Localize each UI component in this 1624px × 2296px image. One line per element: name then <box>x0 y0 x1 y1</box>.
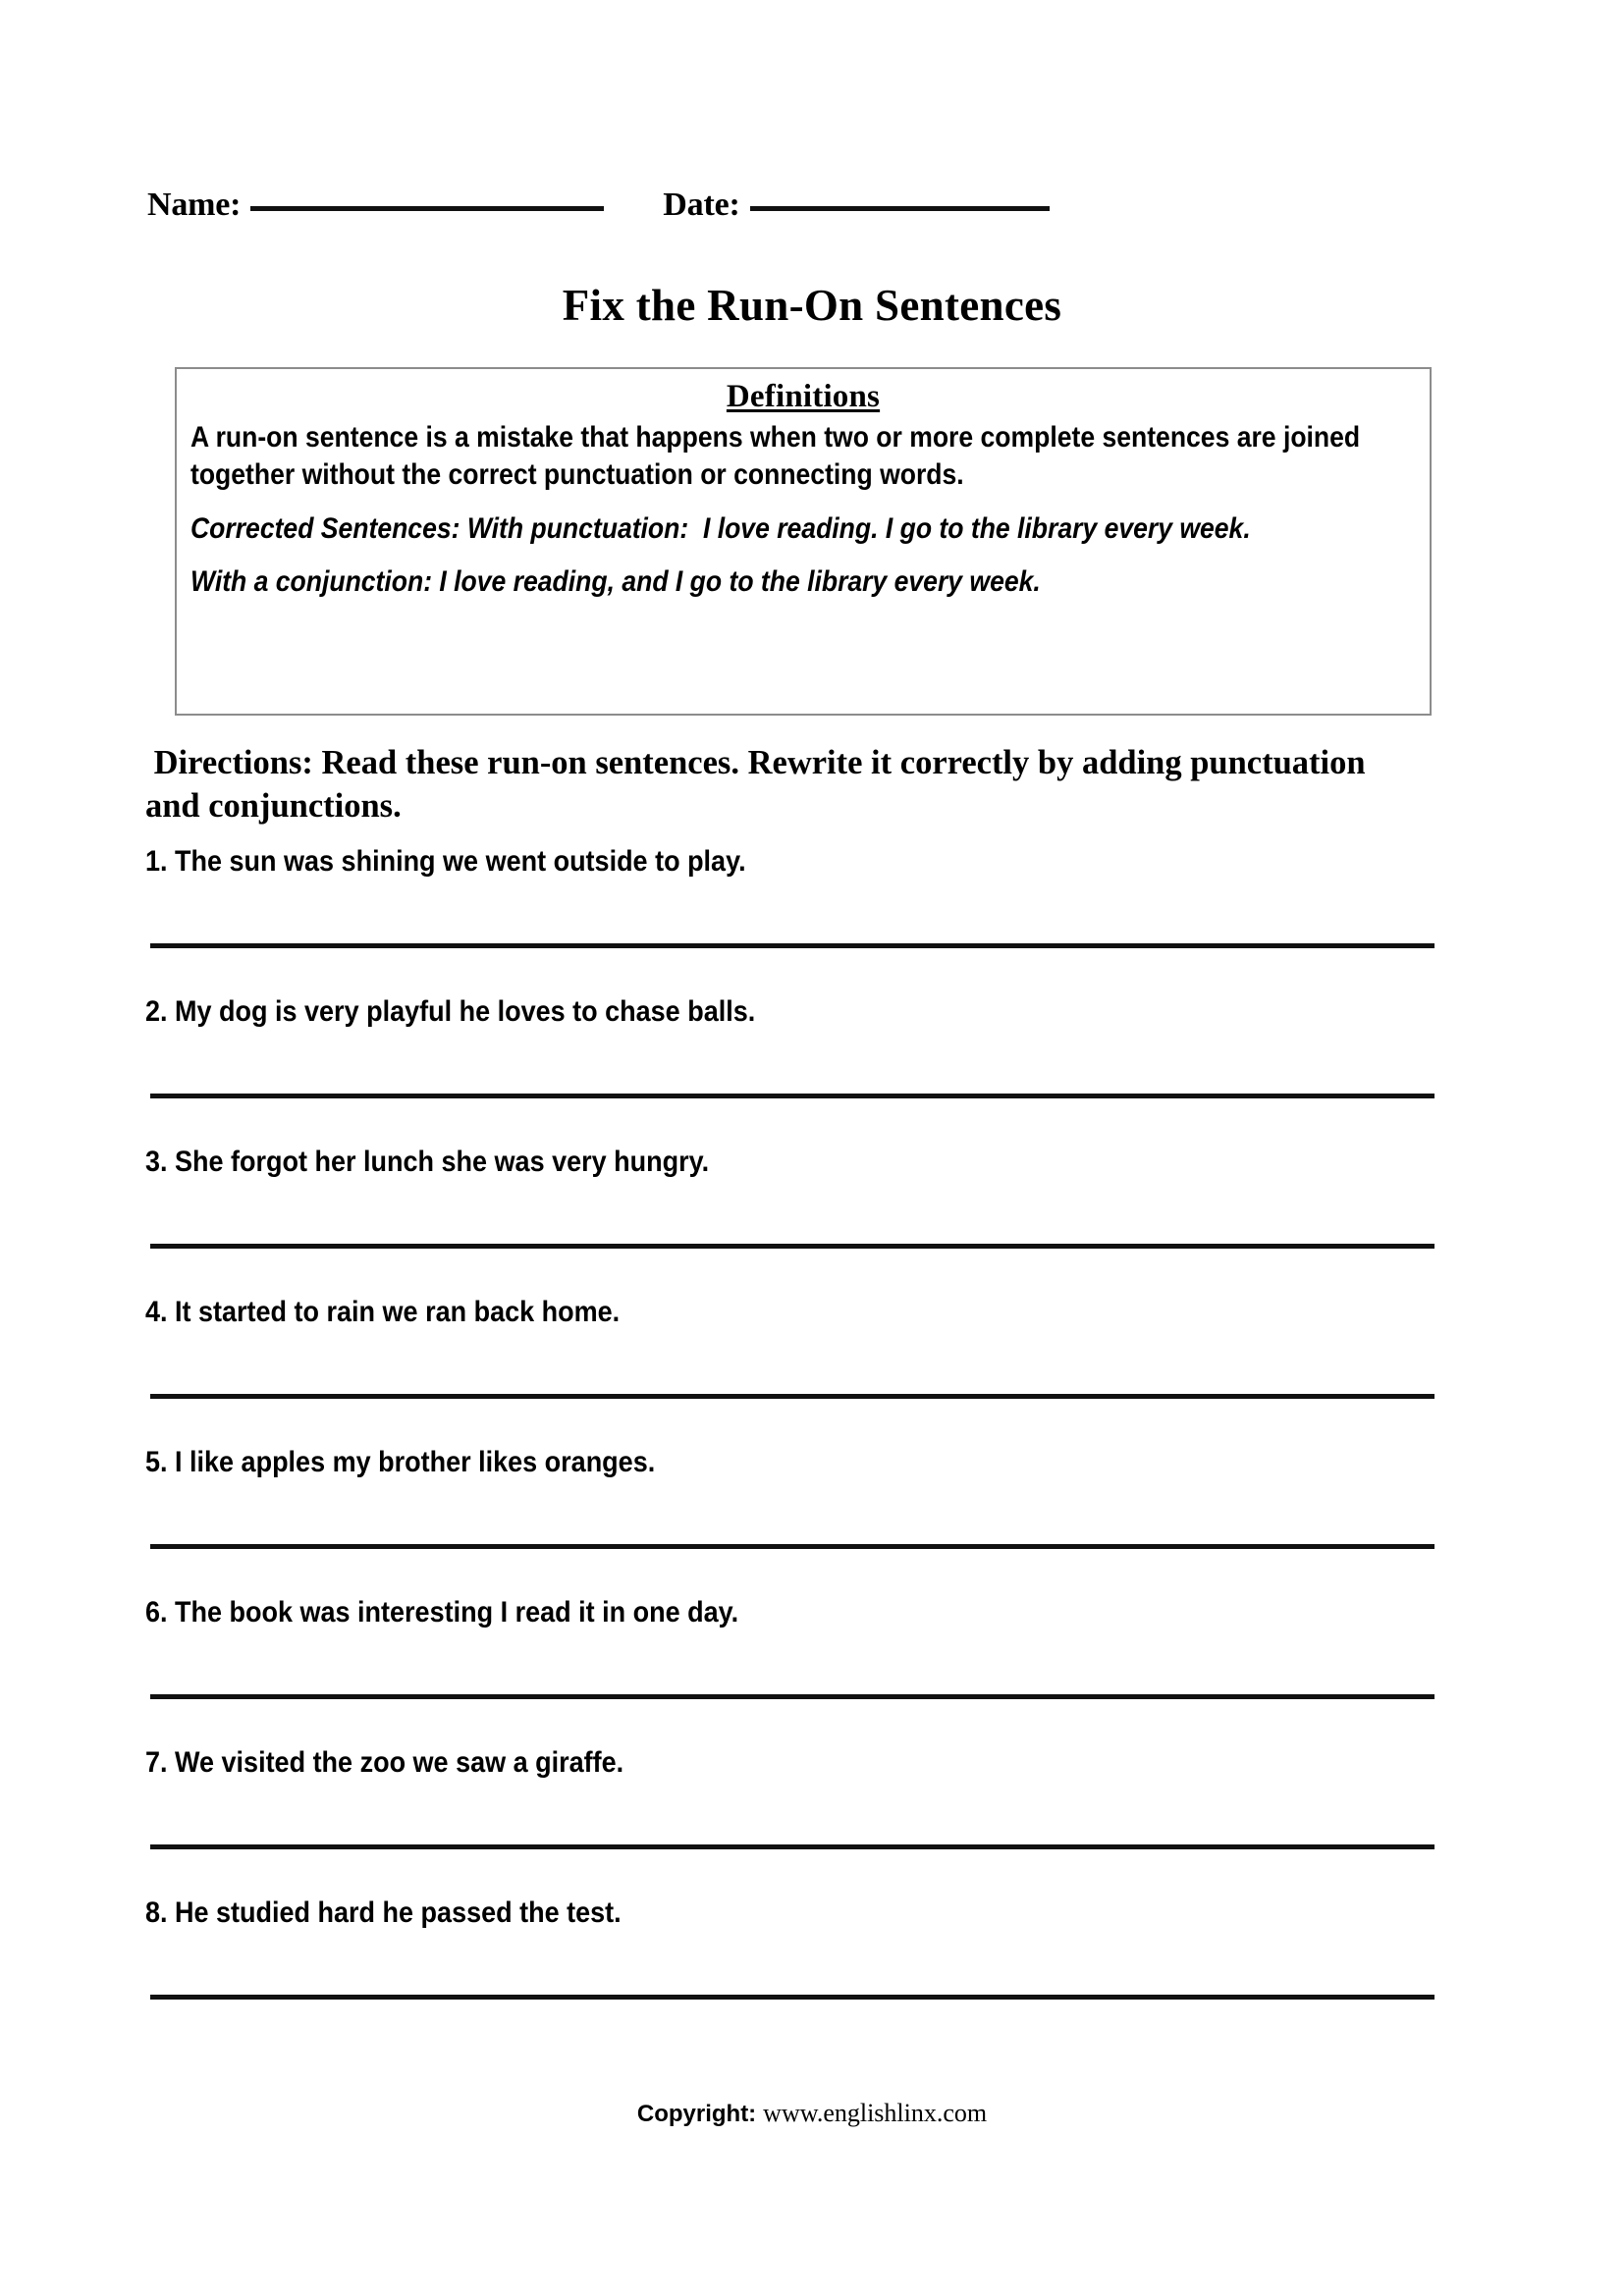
definitions-heading: Definitions <box>726 379 881 414</box>
page-title: Fix the Run-On Sentences <box>562 281 1062 330</box>
definition-paragraph-1: A run-on sentence is a mistake that happens when two or more complete sentences are joined together without the correct punctuation or connecting words. <box>190 421 1368 491</box>
answer-write-line[interactable] <box>150 943 1435 948</box>
question-item <box>145 1145 1436 1295</box>
name-date-row <box>147 187 1424 232</box>
date-write-line[interactable] <box>750 206 1050 211</box>
date-label: Date: <box>663 187 740 223</box>
question-text: 8. He studied hard he passed the test. <box>145 1896 622 1929</box>
question-item <box>145 994 1436 1145</box>
answer-write-line[interactable] <box>150 1844 1435 1849</box>
question-text: 3. She forgot her lunch she was very hungry. <box>145 1146 710 1178</box>
directions-text: Directions: Read these run-on sentences. Rewrite it correctly by adding punctuation and conjunctions. <box>145 744 1375 826</box>
name-label: Name: <box>147 187 242 223</box>
answer-write-line[interactable] <box>150 1694 1435 1699</box>
question-text: 4. It started to rain we ran back home. <box>145 1296 621 1328</box>
question-item <box>145 1595 1436 1745</box>
definition-paragraph-2: Corrected Sentences: With punctuation: I love reading. I go to the library every week. <box>190 511 1251 545</box>
question-text: 5. I like apples my brother likes oranges. <box>145 1446 656 1478</box>
footer-url[interactable]: www.englishlinx.com <box>763 2099 988 2127</box>
question-text: 2. My dog is very playful he loves to chase balls. <box>145 995 756 1028</box>
question-text: 7. We visited the zoo we saw a giraffe. <box>145 1746 624 1779</box>
answer-write-line[interactable] <box>150 1244 1435 1249</box>
question-item <box>145 1295 1436 1445</box>
copyright-label: Copyright: <box>636 2101 757 2127</box>
question-item <box>145 1445 1436 1595</box>
page-footer <box>0 2099 1624 2128</box>
answer-write-line[interactable] <box>150 1544 1435 1549</box>
question-text: 1. The sun was shining we went outside to play. <box>145 845 746 878</box>
answer-write-line[interactable] <box>150 1094 1435 1098</box>
definitions-box <box>175 367 1432 716</box>
definition-paragraph-3: With a conjunction: I love reading, and I go to the library every week. <box>190 565 1041 599</box>
answer-write-line[interactable] <box>150 1995 1435 2000</box>
question-item <box>145 1745 1436 1896</box>
question-item <box>145 1896 1436 2046</box>
question-item <box>145 844 1436 994</box>
questions-list <box>145 844 1436 2046</box>
name-write-line[interactable] <box>250 206 604 211</box>
question-text: 6. The book was interesting I read it in one day. <box>145 1596 739 1629</box>
answer-write-line[interactable] <box>150 1394 1435 1399</box>
